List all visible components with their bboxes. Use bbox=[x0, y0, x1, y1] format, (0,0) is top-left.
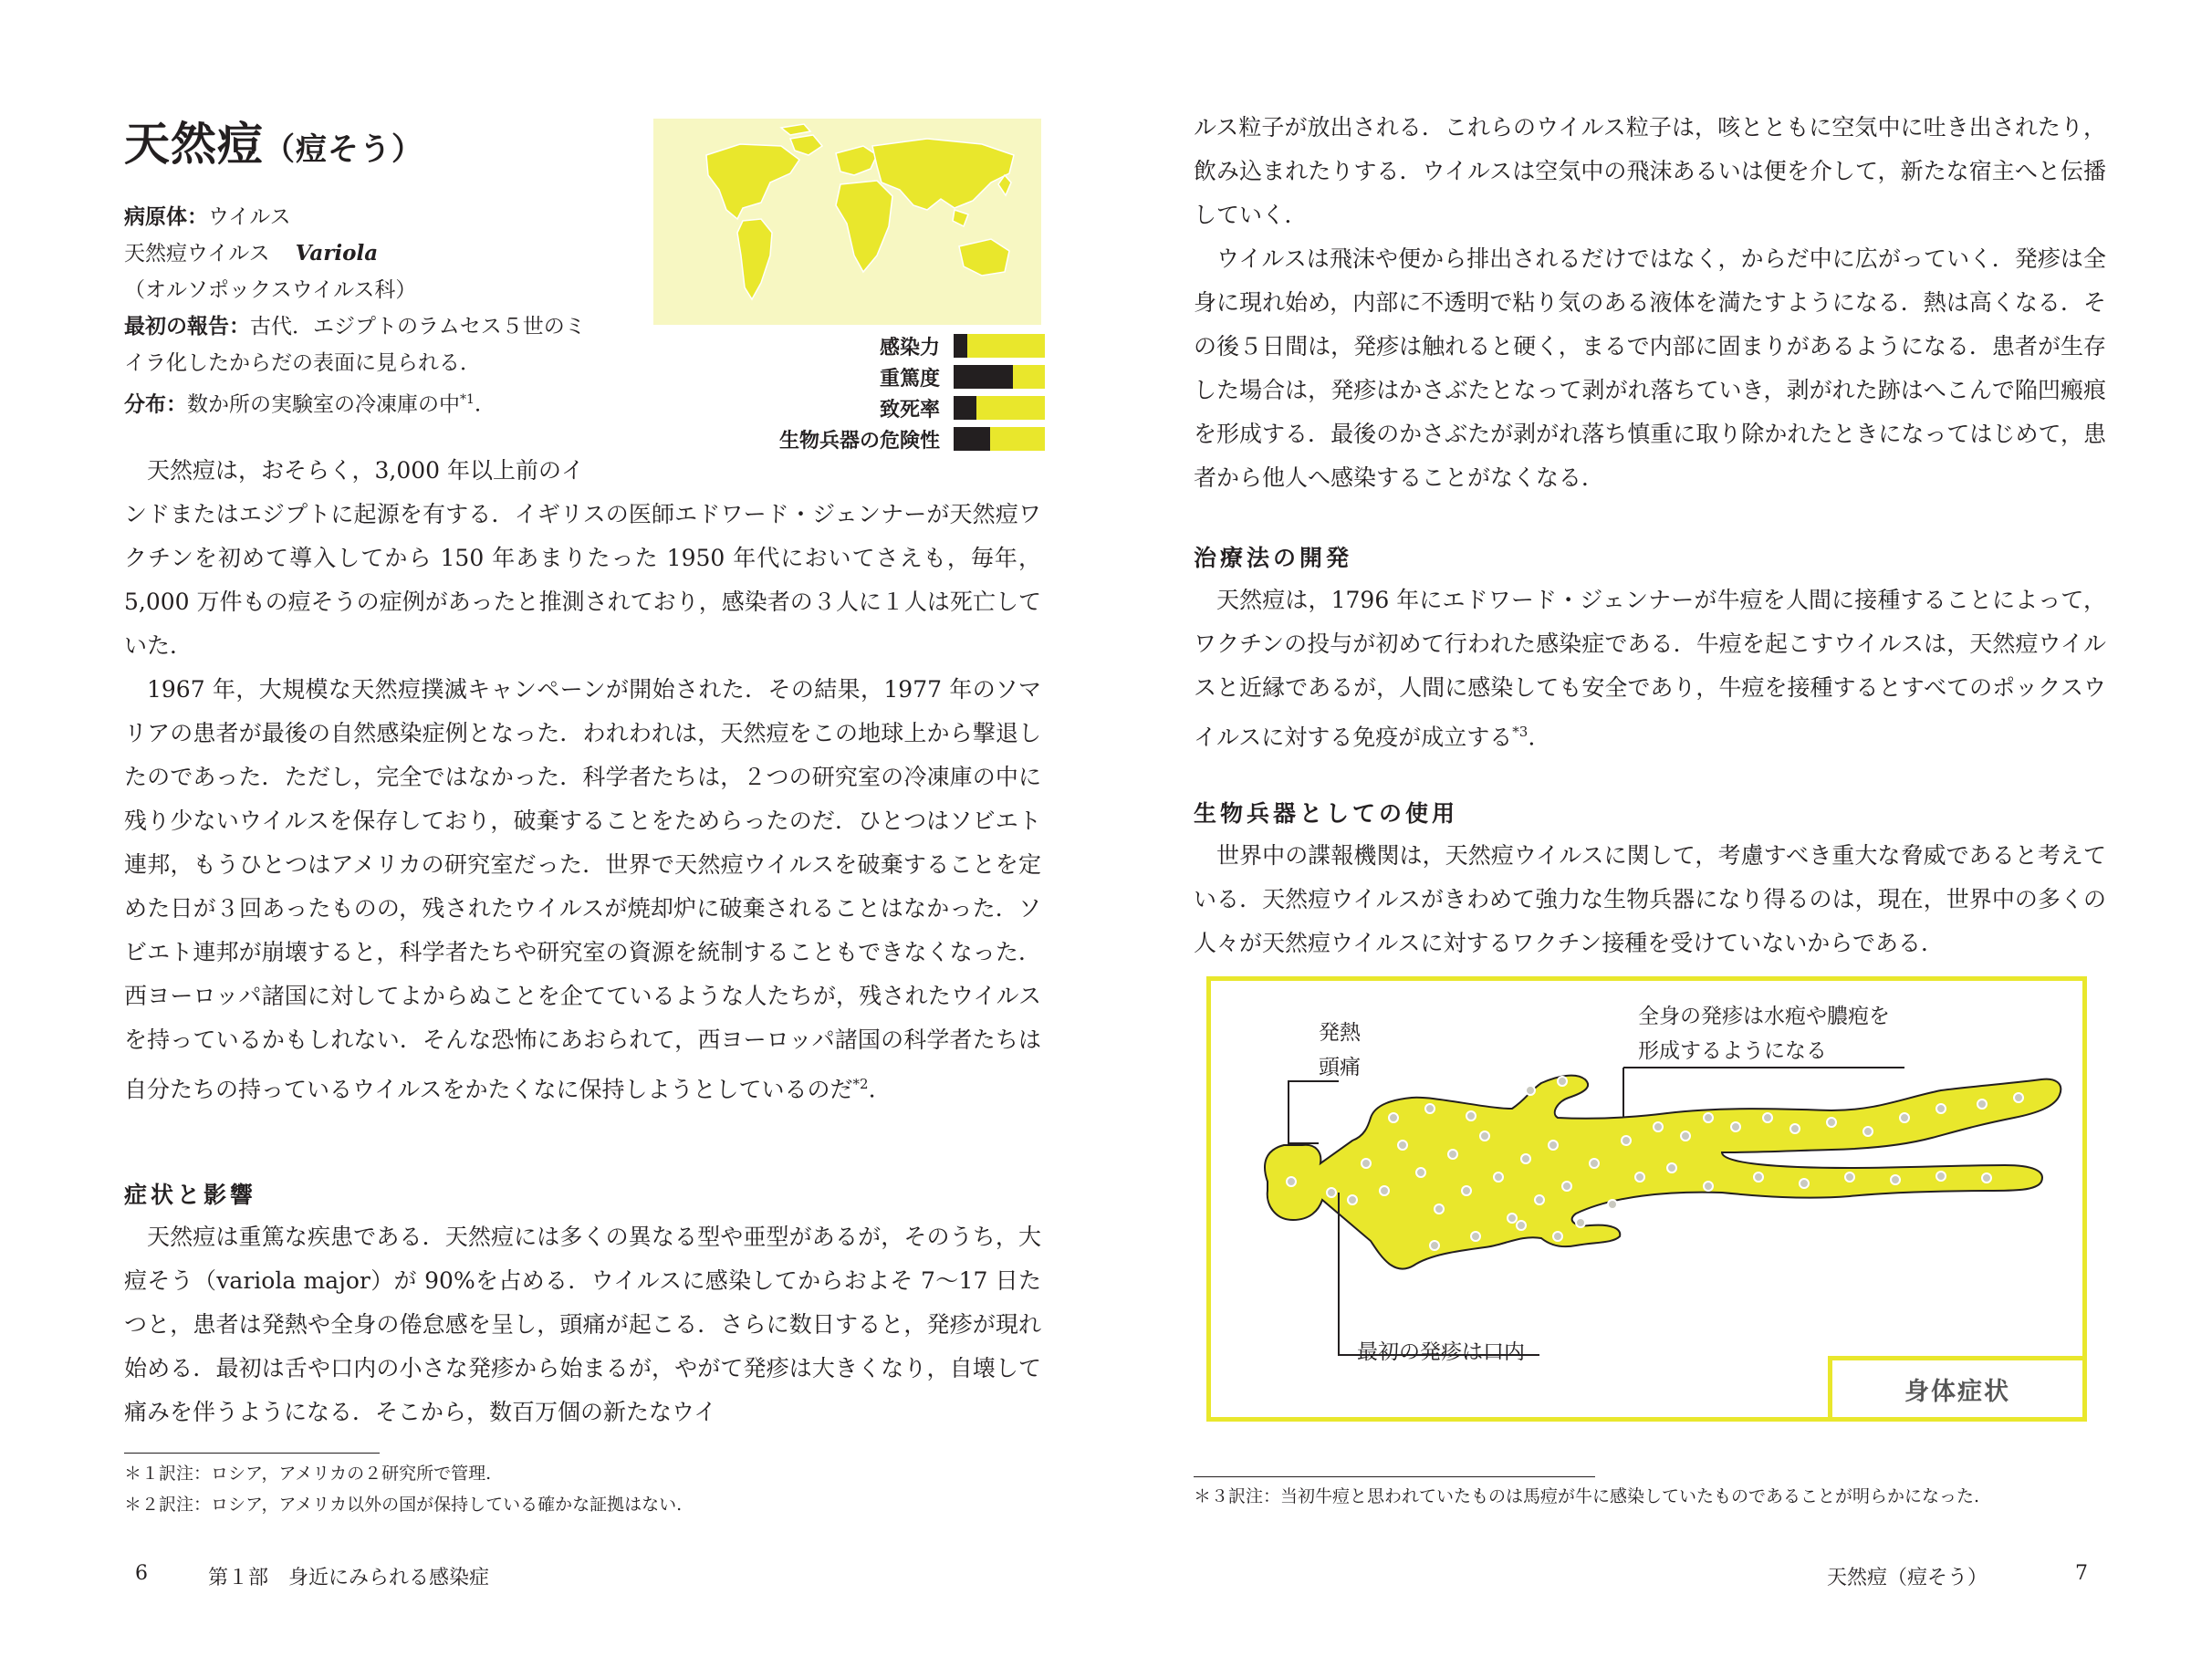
rating-label: 重篤度 bbox=[879, 368, 940, 391]
footnote-ref-2: *2 bbox=[852, 1076, 869, 1092]
rating-severity bbox=[712, 361, 1045, 392]
continued-paragraph: ルス粒子が放出される．これらのウイルス粒子は，咳とともに空気中に吐き出されたり，飲み込まれたりする．ウイルスは空気中の飛沫あるいは便を介して，新たな宿主へと伝播していく． bbox=[1194, 114, 2106, 228]
pathogen-label: 病原体： bbox=[124, 205, 208, 229]
symptoms-heading: 症状と影響 bbox=[124, 1182, 257, 1208]
title-sub: （痘そう） bbox=[264, 131, 423, 168]
treatment-paragraph-end: . bbox=[1528, 724, 1536, 751]
distribution-label: 分布： bbox=[124, 392, 187, 417]
intro-paragraph-1: ンドまたはエジプトに起源を有する．イギリスの医師エドワード・ジェンナーが天然痘ワクチンを初めて導入してから 150 年あまりたった 1950 年代においてさえも，毎年，5,000 万件もの痘そうの症例があったと推測されており，感染者の３人に１人は死亡していた． bbox=[124, 501, 1041, 659]
bioweapon-heading: 生物兵器としての使用 bbox=[1194, 800, 1459, 827]
treatment-paragraph bbox=[1194, 578, 2106, 759]
first-report-value-line1: 古代．エジプトのラムセス５世のミ bbox=[250, 315, 586, 339]
distribution-end: . bbox=[474, 392, 482, 417]
rash-paragraph: ウイルスは飛沫や便から排出されるだけではなく，からだ中に広がっていく．発疹は全身に現れ始め，内部に不透明で粘り気のある液体を満たすようになる．熱は高くなる．その後５日間は，発疹は触れると硬く，まるで内部に固まりがあるようになる．患者が生存した場合は，発疹はかさぶたとなって剥がれ落ちていき，剥がれた跡はへこんで陥凹瘢痕を形成する．最後のかさぶたが剥がれ落ち慎重に取り除かれたときになってはじめて，患者から他人へ感染することがなくなる． bbox=[1194, 245, 2106, 491]
risk-ratings bbox=[712, 330, 1045, 454]
symptoms-figure bbox=[1206, 976, 2087, 1422]
label-headache: 頭痛 bbox=[1319, 1056, 1361, 1079]
footnote-1: ＊１訳注：ロシア，アメリカの２研究所で管理. bbox=[124, 1464, 492, 1484]
page-number: 6 bbox=[135, 1562, 148, 1585]
rating-fatality bbox=[712, 392, 1045, 423]
label-fever: 発熱 bbox=[1319, 1021, 1361, 1045]
label-rash bbox=[1638, 999, 1890, 1068]
intro-paragraph-2-end: . bbox=[868, 1076, 876, 1103]
treatment-text bbox=[1194, 578, 2106, 759]
label-fever-headache bbox=[1319, 1016, 1361, 1085]
intro-paragraph-2-text: 1967 年，大規模な天然痘撲滅キャンペーンが開始された．その結果，1977 年のソマリアの患者が最後の自然感染症例となった．われわれは，天然痘をこの地球上から撃退したのであった．ただし，完全ではなかった．科学者たちは，２つの研究室の冷凍庫の中に残り少ないウイルスを保存しており，破棄することをためらったのだ．ひとつはソビエト連邦，もうひとつはアメリカの研究室だった．世界で天然痘ウイルスを破棄することを定めた日が３回あったものの，残されたウイルスが焼却炉に破棄されることはなかった．ソビエト連邦が崩壊すると，科学者たちや研究室の資源を統制することもできなくなった．西ヨーロッパ諸国に対してよからぬことを企てているような人たちが，残されたウイルスを持っているかもしれない．そんな恐怖にあおられて，西ヨーロッパ諸国の科学者たちは自分たちの持っているウイルスをかたくなに保持しようとしているのだ bbox=[124, 676, 1041, 1103]
treatment-paragraph-text: 天然痘は，1796 年にエドワード・ジェンナーが牛痘を人間に接種することによって，ワクチンの投与が初めて行われた感染症である．牛痘を起こすウイルスは，天然痘ウイルスと近縁であるが，人間に感染しても安全であり，牛痘を接種するとすべてのポックスウイルスに対する免疫が成立する bbox=[1194, 587, 2106, 751]
distribution-value: 数か所の実験室の冷凍庫の中 bbox=[187, 392, 460, 417]
figure-title: 身体症状 bbox=[1828, 1356, 2087, 1422]
virus-family: （オルソポックスウイルス科） bbox=[124, 278, 417, 302]
intro-paragraph-2 bbox=[124, 668, 1041, 1111]
rating-bar-fill bbox=[954, 365, 1013, 389]
rating-label: 生物兵器の危険性 bbox=[778, 430, 940, 453]
running-head: 天然痘（痘そう） bbox=[1827, 1567, 1988, 1589]
rating-bar-fill bbox=[954, 427, 990, 451]
footnote-ref-1: *1 bbox=[460, 392, 475, 407]
virus-name: 天然痘ウイルス bbox=[124, 242, 270, 266]
footnote-rule bbox=[124, 1453, 380, 1454]
label-rash-line1: 全身の発疹は水疱や膿疱を bbox=[1638, 1005, 1890, 1028]
label-first-rash: 最初の発疹は口内 bbox=[1357, 1340, 1525, 1364]
page-number: 7 bbox=[2075, 1562, 2088, 1585]
footnote-2: ＊２訳注：ロシア，アメリカ以外の国が保持している確かな証拠はない. bbox=[124, 1495, 683, 1515]
rating-bar-fill bbox=[954, 396, 976, 420]
bioweapon-paragraph: 世界中の諜報機関は，天然痘ウイルスに関して，考慮すべき重大な脅威であると考えている．天然痘ウイルスがきわめて強力な生物兵器になり得るのは，現在，世界中の多くの人々が天然痘ウイルスに対するワクチン接種を受けていないからである． bbox=[1194, 842, 2106, 956]
footnotes bbox=[124, 1458, 682, 1520]
continued-text bbox=[1194, 106, 2106, 500]
first-report-label: 最初の報告： bbox=[124, 315, 250, 339]
world-map-icon bbox=[653, 119, 1041, 325]
rating-label: 感染力 bbox=[879, 337, 940, 360]
rating-infectivity bbox=[712, 330, 1045, 361]
first-report-value-line2: イラ化したからだの表面に見られる． bbox=[124, 351, 481, 375]
intro-line-1: 天然痘は，おそらく，3,000 年以上前のイ bbox=[147, 457, 585, 484]
rating-bar-track bbox=[954, 396, 1045, 420]
running-head: 第１部 身近にみられる感染症 bbox=[208, 1567, 490, 1589]
bioweapon-text bbox=[1194, 834, 2106, 965]
symptoms-paragraph: 天然痘は重篤な疾患である．天然痘には多くの異なる型や亜型があるが，そのうち，大痘そう（variola major）が 90%を占める．ウイルスに感染してからおよそ 7～17 日たつと，患者は発熱や全身の倦怠感を呈し，頭痛が起こる．さらに数日すると，発疹が現れ始める．最初は舌や口内の小さな発疹から始まるが，やがて発疹は大きくなり，自壊して痛みを伴うようになる．そこから，数百万個の新たなウイ bbox=[124, 1224, 1041, 1425]
rating-label: 致死率 bbox=[879, 399, 940, 422]
intro-text bbox=[124, 449, 1041, 1111]
rating-bar-track bbox=[954, 427, 1045, 451]
title-main: 天然痘 bbox=[124, 118, 264, 171]
disease-profile bbox=[124, 199, 653, 423]
pathogen-value: ウイルス bbox=[208, 205, 291, 229]
label-rash-line2: 形成するようになる bbox=[1638, 1039, 1827, 1063]
footnote-ref-3: *3 bbox=[1512, 724, 1529, 740]
footnote-rule bbox=[1194, 1476, 1595, 1477]
rating-bar-track bbox=[954, 365, 1045, 389]
treatment-heading: 治療法の開発 bbox=[1194, 545, 1353, 571]
page-title bbox=[124, 108, 423, 173]
footnotes bbox=[1194, 1481, 1979, 1512]
footnote-3: ＊３訳注：当初牛痘と思われていたものは馬痘が牛に感染していたものであることが明らかになった. bbox=[1194, 1486, 1980, 1506]
symptoms-text bbox=[124, 1215, 1041, 1434]
rating-bar-track bbox=[954, 334, 1045, 358]
virus-latin-name: Variola bbox=[295, 241, 379, 266]
world-distribution-map bbox=[653, 119, 1041, 325]
rating-bar-fill bbox=[954, 334, 967, 358]
